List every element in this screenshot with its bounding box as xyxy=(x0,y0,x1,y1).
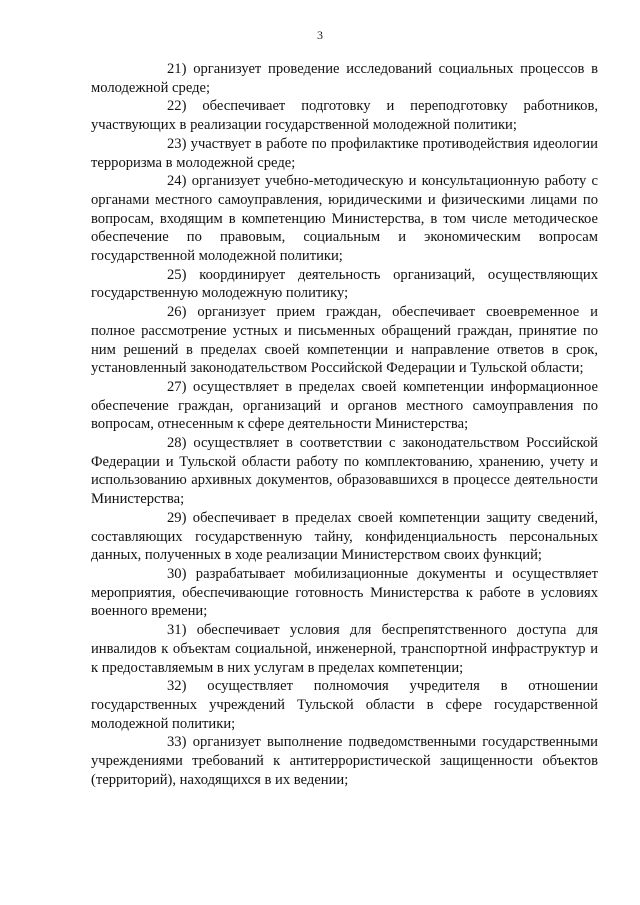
item-text: обеспечивает условия для беспрепятственного доступа для инвалидов к объектам социальной, инженерной, транспортной инфраструктур и к предоставляемым в них услугам в пределах компетенции; xyxy=(91,622,598,676)
item-number: 30) xyxy=(167,565,187,582)
page-number: 3 xyxy=(317,28,323,42)
list-item xyxy=(91,303,598,378)
list-item xyxy=(91,266,598,303)
item-text: организует учебно-методическую и консультационную работу с органами местного самоуправления, юридическими и физическими лицами по вопросам, входящим в компетенцию Министерства, в том числе методическое обеспечение по правовым, социальным и экономическим вопросам государственной молодежной политики; xyxy=(91,173,598,265)
list-item xyxy=(91,135,598,172)
item-number: 32) xyxy=(167,678,187,695)
item-number: 29) xyxy=(167,509,187,526)
item-text: разрабатывает мобилизационные документы и осуществляет мероприятия, обеспечивающие готовность Министерства к работе в условиях военного времени; xyxy=(91,565,598,620)
item-text: участвует в работе по профилактике противодействия идеологии терроризма в молодежной среде; xyxy=(91,135,598,171)
item-number: 28) xyxy=(167,435,187,452)
item-text: организует выполнение подведомственными государственными учреждениями требований к антитеррористической защищенности объектов (территорий), находящихся в их ведении; xyxy=(91,734,598,788)
item-text: организует проведение исследований социальных процессов в молодежной среде; xyxy=(91,61,598,96)
body-text xyxy=(91,60,598,789)
item-text: обеспечивает подготовку и переподготовку работников, участвующих в реализации государственной молодежной политики; xyxy=(91,98,598,134)
item-number: 31) xyxy=(167,622,187,639)
item-text: осуществляет в пределах своей компетенции информационное обеспечение граждан, организаций и органов местного самоуправления по вопросам, отнесенным к сфере деятельности Министерства; xyxy=(91,378,598,433)
list-item xyxy=(91,509,598,565)
item-number: 25) xyxy=(167,266,187,283)
item-number: 24) xyxy=(167,173,187,190)
list-item xyxy=(91,733,598,789)
list-item xyxy=(91,172,598,266)
item-text: обеспечивает в пределах своей компетенции защиту сведений, составляющих государственную тайну, конфиденциальность персональных данных, полученных в ходе реализации Министерством своих функций; xyxy=(91,509,599,564)
item-number: 21) xyxy=(167,61,187,77)
list-item xyxy=(91,434,598,509)
item-number: 22) xyxy=(167,98,187,115)
item-text: координирует деятельность организаций, осуществляющих государственную молодежную политику; xyxy=(91,266,598,302)
list-item xyxy=(91,60,598,97)
item-number: 27) xyxy=(167,378,187,395)
item-number: 23) xyxy=(167,135,187,152)
list-item xyxy=(91,677,598,733)
list-item xyxy=(91,621,598,677)
list-item xyxy=(91,97,598,134)
item-number: 33) xyxy=(167,734,187,751)
item-text: осуществляет в соответствии с законодательством Российской Федерации и Тульской области работу по комплектованию, хранению, учету и использованию архивных документов, образовавшихся в процессе деятельности Министерства; xyxy=(91,435,598,508)
list-item xyxy=(91,378,598,434)
item-text: осуществляет полномочия учредителя в отношении государственных учреждений Тульской области в сфере государственной молодежной политики; xyxy=(91,678,598,732)
item-text: организует прием граждан, обеспечивает своевременное и полное рассмотрение устных и письменных обращений граждан, принятие по ним решений в пределах своей компетенции и направление ответов в срок, установленный законодательством Российской Федерации и Тульской области; xyxy=(91,304,598,377)
item-number: 26) xyxy=(167,304,187,321)
list-item xyxy=(91,565,598,621)
